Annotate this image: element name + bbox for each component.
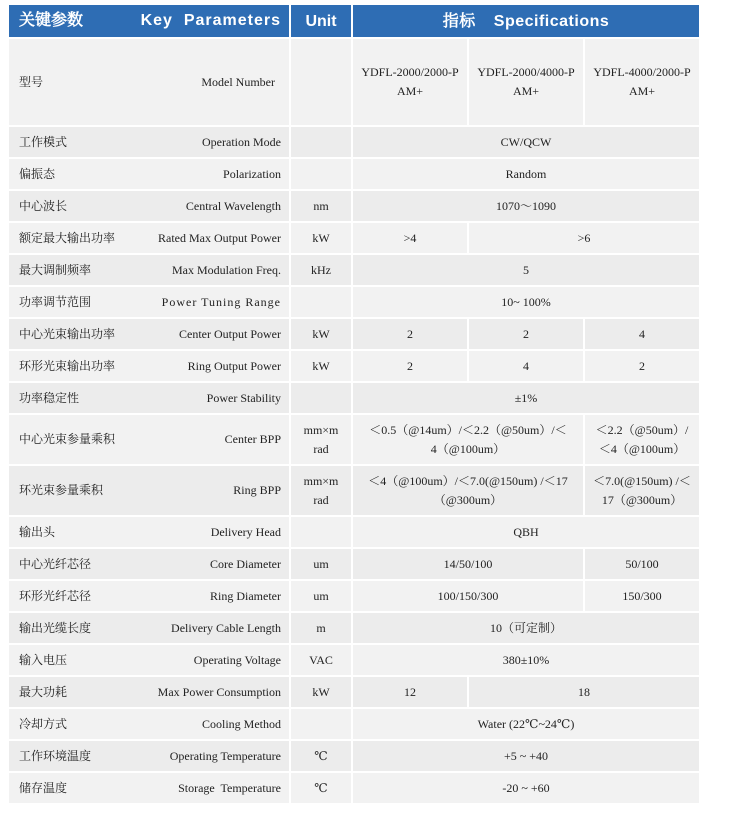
param-cell: [9, 159, 289, 189]
param-en: Power Tuning Range: [119, 293, 289, 312]
param-zh: 最大调制频率: [9, 261, 124, 280]
param-cell: [9, 415, 289, 464]
param-zh: 环光束参量乘积: [9, 481, 185, 500]
unit-cell: [291, 127, 351, 157]
value-cell-1: 2: [353, 351, 467, 381]
unit-cell: kW: [291, 351, 351, 381]
row-center-bpp: [9, 415, 699, 464]
unit-cell: [291, 517, 351, 547]
value-cell-2: 18: [469, 677, 699, 707]
specifications-table: [7, 3, 701, 805]
value-cell: -20 ~ +60: [353, 773, 699, 803]
param-en: Max Modulation Freq.: [124, 261, 289, 280]
value-cell-2: ＜7.0(@150um) /＜17（@300um）: [585, 466, 699, 515]
row-ring-diameter: [9, 581, 699, 611]
param-en: Center Output Power: [146, 325, 289, 344]
param-cell: [9, 466, 289, 515]
param-cell: [9, 39, 289, 125]
model-3: YDFL-4000/2000-PAM+: [585, 39, 699, 125]
unit-cell: kW: [291, 223, 351, 253]
param-cell: [9, 127, 289, 157]
param-zh: 输出光缆长度: [9, 619, 124, 638]
param-cell: [9, 319, 289, 349]
row-delivery-head: [9, 517, 699, 547]
param-zh: 环形光束输出功率: [9, 357, 152, 376]
header-key-parameters: [9, 5, 289, 37]
value-cell-1: >4: [353, 223, 467, 253]
value-cell: 1070～1090: [353, 191, 699, 221]
value-cell: +5 ~ +40: [353, 741, 699, 771]
param-en: Ring BPP: [185, 481, 289, 500]
unit-cell: [291, 39, 351, 125]
header-param-en: Key Parameters: [140, 12, 281, 29]
param-cell: [9, 741, 289, 771]
param-cell: [9, 549, 289, 579]
unit-cell: [291, 159, 351, 189]
row-center-output-power: [9, 319, 699, 349]
param-zh: 偏振态: [9, 165, 124, 184]
row-operating-voltage: [9, 645, 699, 675]
value-cell: QBH: [353, 517, 699, 547]
header-specifications: [353, 5, 699, 37]
param-en: Center BPP: [183, 430, 289, 449]
row-polarization: [9, 159, 699, 189]
param-cell: [9, 581, 289, 611]
row-power-tuning-range: [9, 287, 699, 317]
value-cell-1: 100/150/300: [353, 581, 583, 611]
param-en: Operation Mode: [121, 133, 289, 152]
param-cell: [9, 383, 289, 413]
row-cooling-method: [9, 709, 699, 739]
param-zh: 储存温度: [9, 779, 105, 798]
value-cell-3: 2: [585, 351, 699, 381]
row-core-diameter: [9, 549, 699, 579]
param-zh: 冷却方式: [9, 715, 121, 734]
row-max-modulation-freq: [9, 255, 699, 285]
unit-cell: ℃: [291, 773, 351, 803]
value-cell: 10（可定制）: [353, 613, 699, 643]
value-cell: ±1%: [353, 383, 699, 413]
param-en: Cooling Method: [121, 715, 289, 734]
param-zh: 工作模式: [9, 133, 121, 152]
unit-cell: um: [291, 549, 351, 579]
param-zh: 功率调节范围: [9, 293, 119, 312]
unit-cell: kW: [291, 677, 351, 707]
row-rated-max-output-power: [9, 223, 699, 253]
param-cell: [9, 709, 289, 739]
unit-cell: m: [291, 613, 351, 643]
value-cell: CW/QCW: [353, 127, 699, 157]
param-en: Power Stability: [138, 389, 289, 408]
param-zh: 环形光纤芯径: [9, 587, 152, 606]
row-operating-temperature: [9, 741, 699, 771]
param-cell: [9, 287, 289, 317]
param-en: Storage Temperature: [105, 779, 289, 798]
value-cell-2: ＜2.2（@50um）/＜4（@100um）: [585, 415, 699, 464]
model-1: YDFL-2000/2000-PAM+: [353, 39, 467, 125]
value-cell-2: 50/100: [585, 549, 699, 579]
unit-cell: um: [291, 581, 351, 611]
param-zh: 输出头: [9, 523, 113, 542]
value-cell-3: 4: [585, 319, 699, 349]
param-zh: 中心光束输出功率: [9, 325, 146, 344]
unit-cell: kW: [291, 319, 351, 349]
header-spec-en: Specifications: [493, 12, 610, 30]
value-cell: 5: [353, 255, 699, 285]
unit-cell: ℃: [291, 741, 351, 771]
param-en: Ring Diameter: [152, 587, 289, 606]
param-en: Delivery Head: [113, 523, 289, 542]
row-model-number: [9, 39, 699, 125]
value-cell: 380±10%: [353, 645, 699, 675]
unit-cell: nm: [291, 191, 351, 221]
value-cell-2: >6: [469, 223, 699, 253]
param-en: Operating Temperature: [123, 747, 289, 766]
param-zh: 中心波长: [9, 197, 110, 216]
row-central-wavelength: [9, 191, 699, 221]
model-2: YDFL-2000/4000-PAM+: [469, 39, 583, 125]
param-zh: 功率稳定性: [9, 389, 138, 408]
param-zh: 型号: [19, 75, 44, 89]
param-en: Core Diameter: [152, 555, 289, 574]
value-cell-2: 4: [469, 351, 583, 381]
param-en: Polarization: [124, 165, 289, 184]
row-delivery-cable-length: [9, 613, 699, 643]
unit-cell: kHz: [291, 255, 351, 285]
row-ring-bpp: [9, 466, 699, 515]
header-row: [9, 5, 699, 37]
param-zh: 工作环境温度: [9, 747, 123, 766]
param-en: Operating Voltage: [115, 651, 289, 670]
row-power-stability: [9, 383, 699, 413]
param-cell: [9, 773, 289, 803]
value-cell: Water (22℃~24℃): [353, 709, 699, 739]
param-cell: [9, 613, 289, 643]
row-ring-output-power: [9, 351, 699, 381]
value-cell-1: ＜0.5（@14um）/＜2.2（@50um）/＜4（@100um）: [353, 415, 583, 464]
param-cell: [9, 517, 289, 547]
param-zh: 最大功耗: [9, 683, 95, 702]
header-param-zh: 关键参数: [19, 12, 84, 29]
value-cell-1: 2: [353, 319, 467, 349]
param-zh: 额定最大输出功率: [9, 229, 134, 248]
value-cell-2: 150/300: [585, 581, 699, 611]
value-cell-1: ＜4（@100um）/＜7.0(@150um) /＜17（@300um）: [353, 466, 583, 515]
param-cell: [9, 677, 289, 707]
unit-cell: [291, 383, 351, 413]
param-zh: 输入电压: [9, 651, 115, 670]
param-cell: [9, 645, 289, 675]
param-en: Model Number: [201, 75, 275, 89]
value-cell: Random: [353, 159, 699, 189]
param-cell: [9, 255, 289, 285]
param-en: Max Power Consumption: [95, 683, 289, 702]
header-spec-zh: 指标: [442, 12, 476, 30]
param-cell: [9, 191, 289, 221]
row-max-power-consumption: [9, 677, 699, 707]
unit-cell: [291, 709, 351, 739]
param-cell: [9, 351, 289, 381]
param-zh: 中心光纤芯径: [9, 555, 152, 574]
unit-cell: mm×m rad: [291, 415, 351, 464]
param-en: Delivery Cable Length: [124, 619, 289, 638]
param-en: Rated Max Output Power: [134, 229, 289, 248]
param-en: Ring Output Power: [152, 357, 289, 376]
unit-cell: mm×m rad: [291, 466, 351, 515]
value-cell-1: 14/50/100: [353, 549, 583, 579]
row-operation-mode: [9, 127, 699, 157]
unit-cell: VAC: [291, 645, 351, 675]
value-cell-1: 12: [353, 677, 467, 707]
value-cell: 10~ 100%: [353, 287, 699, 317]
header-unit: Unit: [291, 5, 351, 37]
param-zh: 中心光束参量乘积: [9, 430, 183, 449]
param-cell: [9, 223, 289, 253]
unit-cell: [291, 287, 351, 317]
param-en: Central Wavelength: [110, 197, 289, 216]
value-cell-2: 2: [469, 319, 583, 349]
row-storage-temperature: [9, 773, 699, 803]
